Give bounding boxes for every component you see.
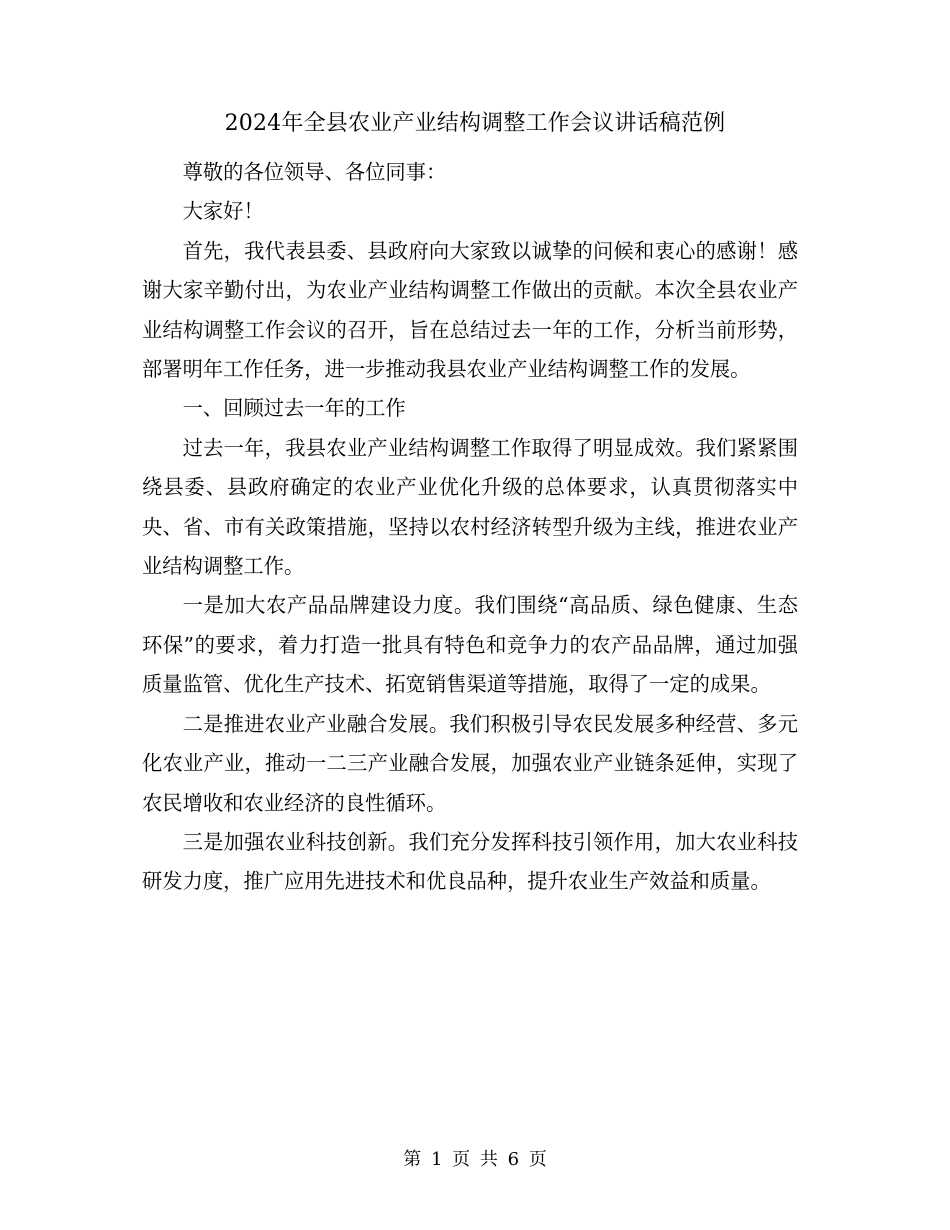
document-title: 2024年全县农业产业结构调整工作会议讲话稿范例 xyxy=(224,111,726,136)
salutation: 尊敬的各位领导、各位同事： xyxy=(182,160,447,184)
paragraph-opening: 首先，我代表县委、县政府向大家致以诚挚的问候和衷心的感谢！感谢大家辛勤付出，为农业产业结构调整工作做出的贡献。本次全县农业产业结构调整工作会议的召开，旨在总结过去一年的工作，分析当前形势，部署明年工作任务，进一步推动我县农业产业结构调整工作的发展。 xyxy=(142,238,798,382)
paragraph-point-one: 一是加大农产品品牌建设力度。我们围绕“高品质、绿色健康、生态环保”的要求，着力打造一批具有特色和竞争力的农产品品牌，通过加强质量监管、优化生产技术、拓宽销售渠道等措施，取得了一定的成果。 xyxy=(142,593,798,697)
page-number-footer: 第 1 页 共 6 页 xyxy=(403,1149,547,1170)
greeting: 大家好！ xyxy=(182,199,264,224)
paragraph-point-three: 三是加强农业科技创新。我们充分发挥科技引领作用，加大农业科技研发力度，推广应用先进技术和优良品种，提升农业生产效益和质量。 xyxy=(142,829,798,894)
paragraph-review-summary: 过去一年，我县农业产业结构调整工作取得了明显成效。我们紧紧围绕县委、县政府确定的农业产业优化升级的总体要求，认真贯彻落实中央、省、市有关政策措施，坚持以农村经济转型升级为主线，推进农业产业结构调整工作。 xyxy=(142,435,798,579)
section-heading-review: 一、回顾过去一年的工作 xyxy=(182,396,406,421)
paragraph-point-two: 二是推进农业产业融合发展。我们积极引导农民发展多种经营、多元化农业产业，推动一二三产业融合发展，加强农业产业链条延伸，实现了农民增收和农业经济的良性循环。 xyxy=(142,711,798,815)
document-body xyxy=(142,153,798,902)
